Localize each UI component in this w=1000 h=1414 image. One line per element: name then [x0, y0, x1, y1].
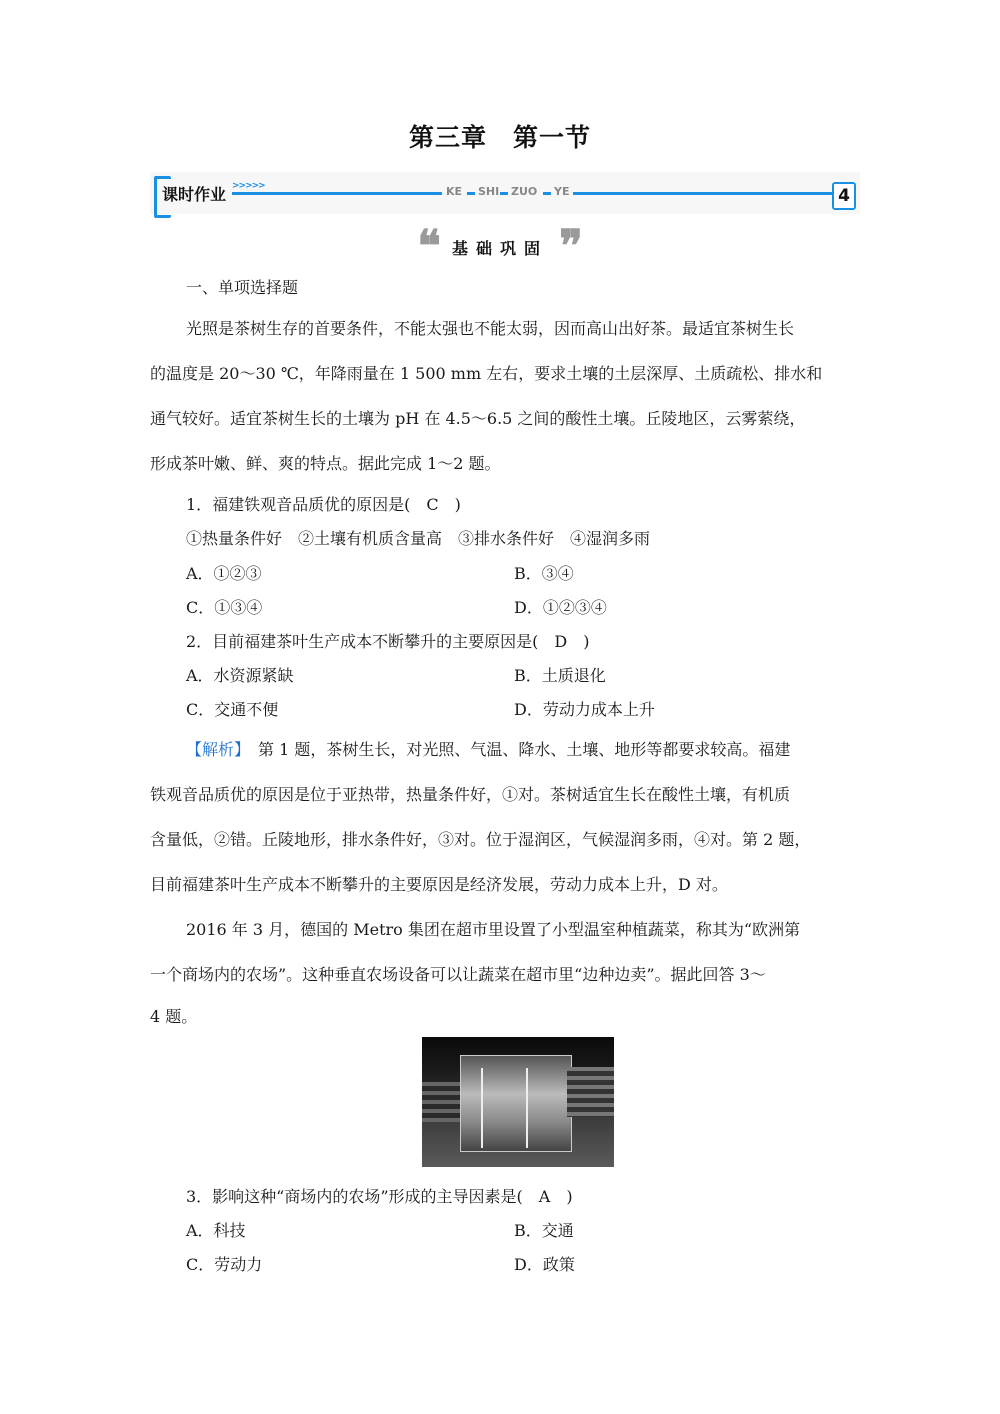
question-1-option-d: D．①②③④: [514, 598, 607, 617]
question-1-option-b: B．③④: [514, 564, 574, 583]
passage2-line: 4 题。: [150, 1007, 198, 1026]
banner-pinyin-2: SHI: [478, 185, 500, 198]
close-quote-icon: ❞: [559, 221, 583, 272]
question-2-stem: 2．目前福建茶叶生产成本不断攀升的主要原因是( D ): [186, 632, 590, 651]
photo-greenhouse-case: [460, 1055, 572, 1152]
chevrons-icon: >>>>>: [232, 181, 265, 191]
banner-dash: [500, 192, 508, 195]
section-title: 基础巩固: [451, 238, 548, 258]
question-3-stem: 3．影响这种“商场内的农场”形成的主导因素是( A ): [186, 1187, 573, 1206]
open-quote-icon: ❝: [417, 221, 441, 272]
analysis-line: 目前福建茶叶生产成本不断攀升的主要原因是经济发展，劳动力成本上升，D 对。: [150, 875, 728, 894]
photo-shelf-right: [567, 1067, 614, 1117]
part-heading: 一、单项选择题: [186, 278, 299, 297]
section-heading: [0, 221, 1000, 272]
question-1-stem: 1．福建铁观音品质优的原因是( C ): [186, 495, 461, 514]
passage1-line: 通气较好。适宜茶树生长的土壤为 pH 在 4.5～6.5 之间的酸性土壤。丘陵地区，云雾萦绕，: [150, 409, 806, 428]
banner-dash: [467, 192, 475, 195]
analysis-line: 含量低，②错。丘陵地形，排水条件好，③对。位于湿润区，气候湿润多雨，④对。第 2 题，: [150, 830, 811, 849]
banner-pinyin-3: ZUO: [511, 185, 538, 198]
banner-label: 课时作业: [162, 185, 227, 204]
analysis-line: [186, 737, 790, 760]
question-3-option-c: C．劳动力: [186, 1255, 263, 1274]
question-1-option-c: C．①③④: [186, 598, 263, 617]
question-1-option-a: A．①②③: [186, 564, 262, 583]
passage1-line: 形成茶叶嫩、鲜、爽的特点。据此完成 1～2 题。: [150, 454, 501, 473]
banner-pinyin-4: YE: [554, 185, 570, 198]
analysis-text: 第 1 题，茶树生长，对光照、气温、降水、土壤、地形等都要求较高。福建: [242, 740, 791, 759]
page-title: 第三章 第一节: [408, 123, 591, 152]
analysis-line: 铁观音品质优的原因是位于亚热带，热量条件好，①对。茶树适宜生长在酸性土壤，有机质: [150, 785, 791, 804]
page-number-badge: 4: [832, 182, 856, 210]
banner-line-right: [573, 192, 835, 195]
question-3-option-b: B．交通: [514, 1221, 574, 1240]
analysis-label: 【解析】: [186, 740, 243, 759]
photo-shelf-left: [422, 1082, 462, 1122]
passage1-line: 的温度是 20～30 ℃，年降雨量在 1 500 mm 左右，要求土壤的土层深厚、土质疏松、排水和: [150, 364, 823, 383]
passage1-line: 光照是茶树生存的首要条件，不能太强也不能太弱，因而高山出好茶。最适宜茶树生长: [186, 319, 795, 338]
passage2-line: 2016 年 3 月，德国的 Metro 集团在超市里设置了小型温室种植蔬菜，称其为“欧洲第: [186, 920, 801, 939]
question-3-option-a: A．科技: [186, 1221, 246, 1240]
vertical-farm-photo: [422, 1037, 614, 1167]
question-2-option-c: C．交通不便: [186, 700, 279, 719]
question-2-option-a: A．水资源紧缺: [186, 666, 294, 685]
question-2-option-d: D．劳动力成本上升: [514, 700, 655, 719]
banner-pinyin-1: KE: [446, 185, 463, 198]
question-2-option-b: B．土质退化: [514, 666, 606, 685]
question-1-statements: ①热量条件好 ②土壤有机质含量高 ③排水条件好 ④湿润多雨: [186, 529, 651, 548]
banner-dash: [543, 192, 551, 195]
passage2-line: 一个商场内的农场”。这种垂直农场设备可以让蔬菜在超市里“边种边卖”。据此回答 3～: [150, 965, 766, 984]
banner-line-left: [232, 192, 442, 195]
question-3-option-d: D．政策: [514, 1255, 575, 1274]
